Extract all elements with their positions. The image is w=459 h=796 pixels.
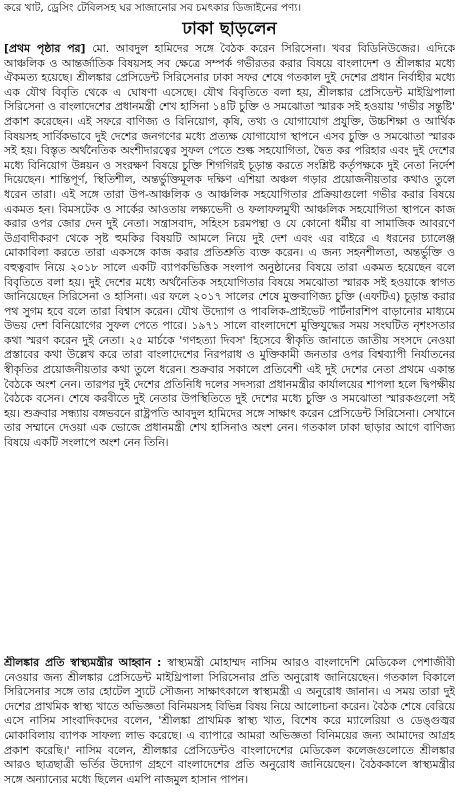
article-body (4, 42, 455, 788)
section-subhead: শ্রীলঙ্কার প্রতি স্বাস্থ্যমন্ত্রীর আহ্বান : (4, 656, 168, 669)
paragraph-text: মো. আবদুল হামিদের সঙ্গে বৈঠক করেন সিরিসেনা। খবর বিডিনিউজের। এদিকে আঞ্চলিক ও আন্তর্জাতিক বিষয়সহ সব ক্ষেত্রে সম্পর্ক গভীরতর করার বিষয়ে বাংলাদেশ ও শ্রীলঙ্কার মধ্যে ঐকমত্য হয়েছে। শ্রীলঙ্কার প্রেসিডেন্ট সিরিসেনার ঢাকা সফর শেষে গতকাল দুই দেশের প্রধান নির্বাহীর মধ্যে এক যৌথ বিবৃতি থেকে এ ঘোষণা এসেছে। যৌথ বিবৃতিতে বলা হয়, শ্রীলঙ্কার প্রেসিডেন্ট মাইথ্রিপালা সিরিসেনা ও বাংলাদেশের প্রধানমন্ত্রী শেখ হাসিনা ১৪টি চুক্তি ও সমঝোতা স্মারক সই হওয়ায় 'গভীর সন্তুষ্টি' প্রকাশ করেছেন। এই সফরে বাণিজ্য ও বিনিয়োগ, কৃষি, তথ্য ও যোগাযোগ প্রযুক্তি, উচ্চশিক্ষা ও আর্থিক বিষয়সহ সার্বিকভাবে দুই দেশের জনগণের মধ্যে প্রত্যক্ষ যোগাযোগ স্থাপনে এসব চুক্তি ও সমঝোতা স্মারক সই হয়। বিস্তৃত অর্থনৈতিক অংশীদারত্বের সুফল পেতে শুল্ক সহযোগিতা, দ্বৈত কর পরিহার এবং দুই দেশের মধ্যে বিনিয়োগ উন্নয়ন ও সংরক্ষণ বিষয়ে চুক্তি শিগগিরই চূড়ান্ত করতে সংশ্লিষ্ট কর্তৃপক্ষকে দুই নেতা নির্দেশ দিয়েছেন। শান্তিপূর্ণ, স্থিতিশীল, অন্তর্ভুক্তিমূলক দক্ষিণ এশিয়া অঞ্চল গড়ার প্রয়োজনীয়তার কথাও তুলে ধরেন তারা। এই সঙ্গে তারা উপ-আঞ্চলিক ও আঞ্চলিক সহযোগিতার প্রক্রিয়াগুলো গভীর করার বিষয়ে একমত হন। বিমসটেক ও সার্কের আওতায় লক্ষ্যভেদী ও ফলাফলমুখী আঞ্চলিক সহযোগিতা স্থাপনে কাজ করার ওপর জোর দেন দুই নেতা। সন্ত্রাসবাদ, সহিংস চরমপন্থা ও যে কোনো ধর্মীয় বা সামাজিক আবরণে উগ্রবাদীকরণ থেকে সৃষ্ট হুমকির বিষয়টি আমলে নিয়ে দুই দেশ এবং এর বাইরে এ ধরনের চ্যালেঞ্জ মোকাবিলা করতে তারা একসঙ্গে কাজ করার প্রতিশ্রুতি ব্যক্ত করেন। এ জন্য সহনশীলতা, অন্তর্ভুক্তি ও বহুত্ববাদ নিয়ে ২০১৮ সালে একটি ব্যাপকভিত্তিক সংলাপ অনুষ্ঠানের বিষয়ে তারা একমত হয়েছেন বলে বিবৃতিতে বলা হয়। দুই দেশের মধ্যে অর্থনৈতিক সহযোগিতার বিষয়ে সমঝোতা স্মারক সই হওয়াকে স্বাগত জানিয়েছেন সিরিসেনা ও হাসিনা। এর ফলে ২০১৭ সালের শেষে মুক্তবাণিজ্য চুক্তি (এফটিএ) চূড়ান্ত করার পথ সুগম হবে বলে তারা বিশ্বাস করেন। যৌথ উদ্যোগ ও পাবলিক-প্রাইভেট পার্টনারশিপ বাড়ানোর মাধ্যমে উভয় দেশ বিনিয়োগের সুফল পেতে পারে। ১৯৭১ সালে বাংলাদেশে মুক্তিযুদ্ধের সময় সংঘটিত নৃশংসতার কথা স্মরণ করেন দুই নেতা। ২৫ মার্চকে 'গণহত্যা দিবস' হিসেবে স্বীকৃতি জানাতে জাতীয় সংসদে নেওয়া প্রস্তাবের কথা উল্লেখ করে তারা বাংলাদেশের নিরপরাধ ও মুক্তিকামী জনতার ওপর বিশ্বব্যাপী নির্যাতনের স্বীকৃতির প্রয়োজনীয়তার কথা তুলে ধরেন। শুক্রবার সকালে প্রতিবেশী এই দুই দেশের নেতা প্রথমে একান্ত বৈঠকে অংশ নেন। তারপর দুই দেশের প্রতিনিধি দলের সদস্যরা প্রধানমন্ত্রীর কার্যালয়ের শাপলা হলে দ্বিপক্ষীয় বৈঠকে বসেন। শেষে করবীতে দুই নেতার উপস্থিতিতে দুই দেশের মধ্যে চুক্তি ও সমঝোতা স্মারকগুলো সই হয়। শুক্রবার সন্ধ্যায় বঙ্গভবনে রাষ্ট্রপতি আবদুল হামিদের সঙ্গে সাক্ষাৎ করেন প্রেসিডেন্ট সিরিসেনা। সেখানে তার সম্মানে দেওয়া এক ভোজে প্রধানমন্ত্রী শেখ হাসিনাও অংশ নেন। গতকাল ঢাকা ছাড়ার আগে বাণিজ্য বিষয়ে একটি সংলাপে অংশ নেন তিনি। (4, 42, 455, 450)
article-headline: ঢাকা ছাড়লেন (182, 19, 277, 39)
article-paragraph-health (4, 656, 455, 788)
paragraph-text: স্বাস্থ্যমন্ত্রী মোহাম্মদ নাসিম আরও বাংলাদেশি মেডিকেল পেশাজীবী নেওয়ার জন্য শ্রীলঙ্কার প্রেসিডেন্ট মাইথ্রিপালা সিরিসেনার প্রতি অনুরোধ জানিয়েছেন। গতকাল বিকালে সিরিসেনার সঙ্গে তার হোটেল স্যুটে সৌজন্য সাক্ষাৎকালে স্বাস্থ্যমন্ত্রী এ অনুরোধ জানান। এ সময় তারা দুই দেশের প্রাথমিক স্বাস্থ্য খাতে অভিজ্ঞতা বিনিময়সহ বিভিন্ন বিষয় নিয়ে আলোচনা করেন। বৈঠক শেষে বেরিয়ে এসে নাসিম সাংবাদিকদের বলেন, 'শ্রীলঙ্কা প্রাথমিক স্বাস্থ্য খাত, বিশেষ করে ম্যালেরিয়া ও ডেঙ্গুজ্বর মোকাবিলায় ব্যাপক সাফল্য লাভ করেছে। এ ব্যাপারে আমরা অভিজ্ঞতা বিনিময়ের জন্য আমাদের আগ্রহ প্রকাশ করেছি।' নাসিম বলেন, শ্রীলঙ্কার প্রেসিডেন্টও বাংলাদেশের মেডিকেল কলেজগুলোতে শ্রীলঙ্কার আরও ছাত্রছাত্রী ভর্তির উদ্যোগ গ্রহণে বাংলাদেশের প্রতি অনুরোধ জানিয়েছেন। বৈঠককালে স্বাস্থ্যমন্ত্রীর সঙ্গে অন্যান্যের মধ্যে ছিলেন এমপি নাজমুল হাসান পাপন। (4, 656, 455, 786)
article-paragraph-main (4, 42, 455, 654)
continuation-marker: [প্রথম পৃষ্ঠার পর] (4, 42, 93, 55)
newspaper-clipping (0, 1, 459, 796)
previous-article-tail: করে খাট, ড্রেসিং টেবিলসহ ঘর সাজানোর সব চমৎকার ডিজাইনের পণ্য। (4, 2, 302, 14)
